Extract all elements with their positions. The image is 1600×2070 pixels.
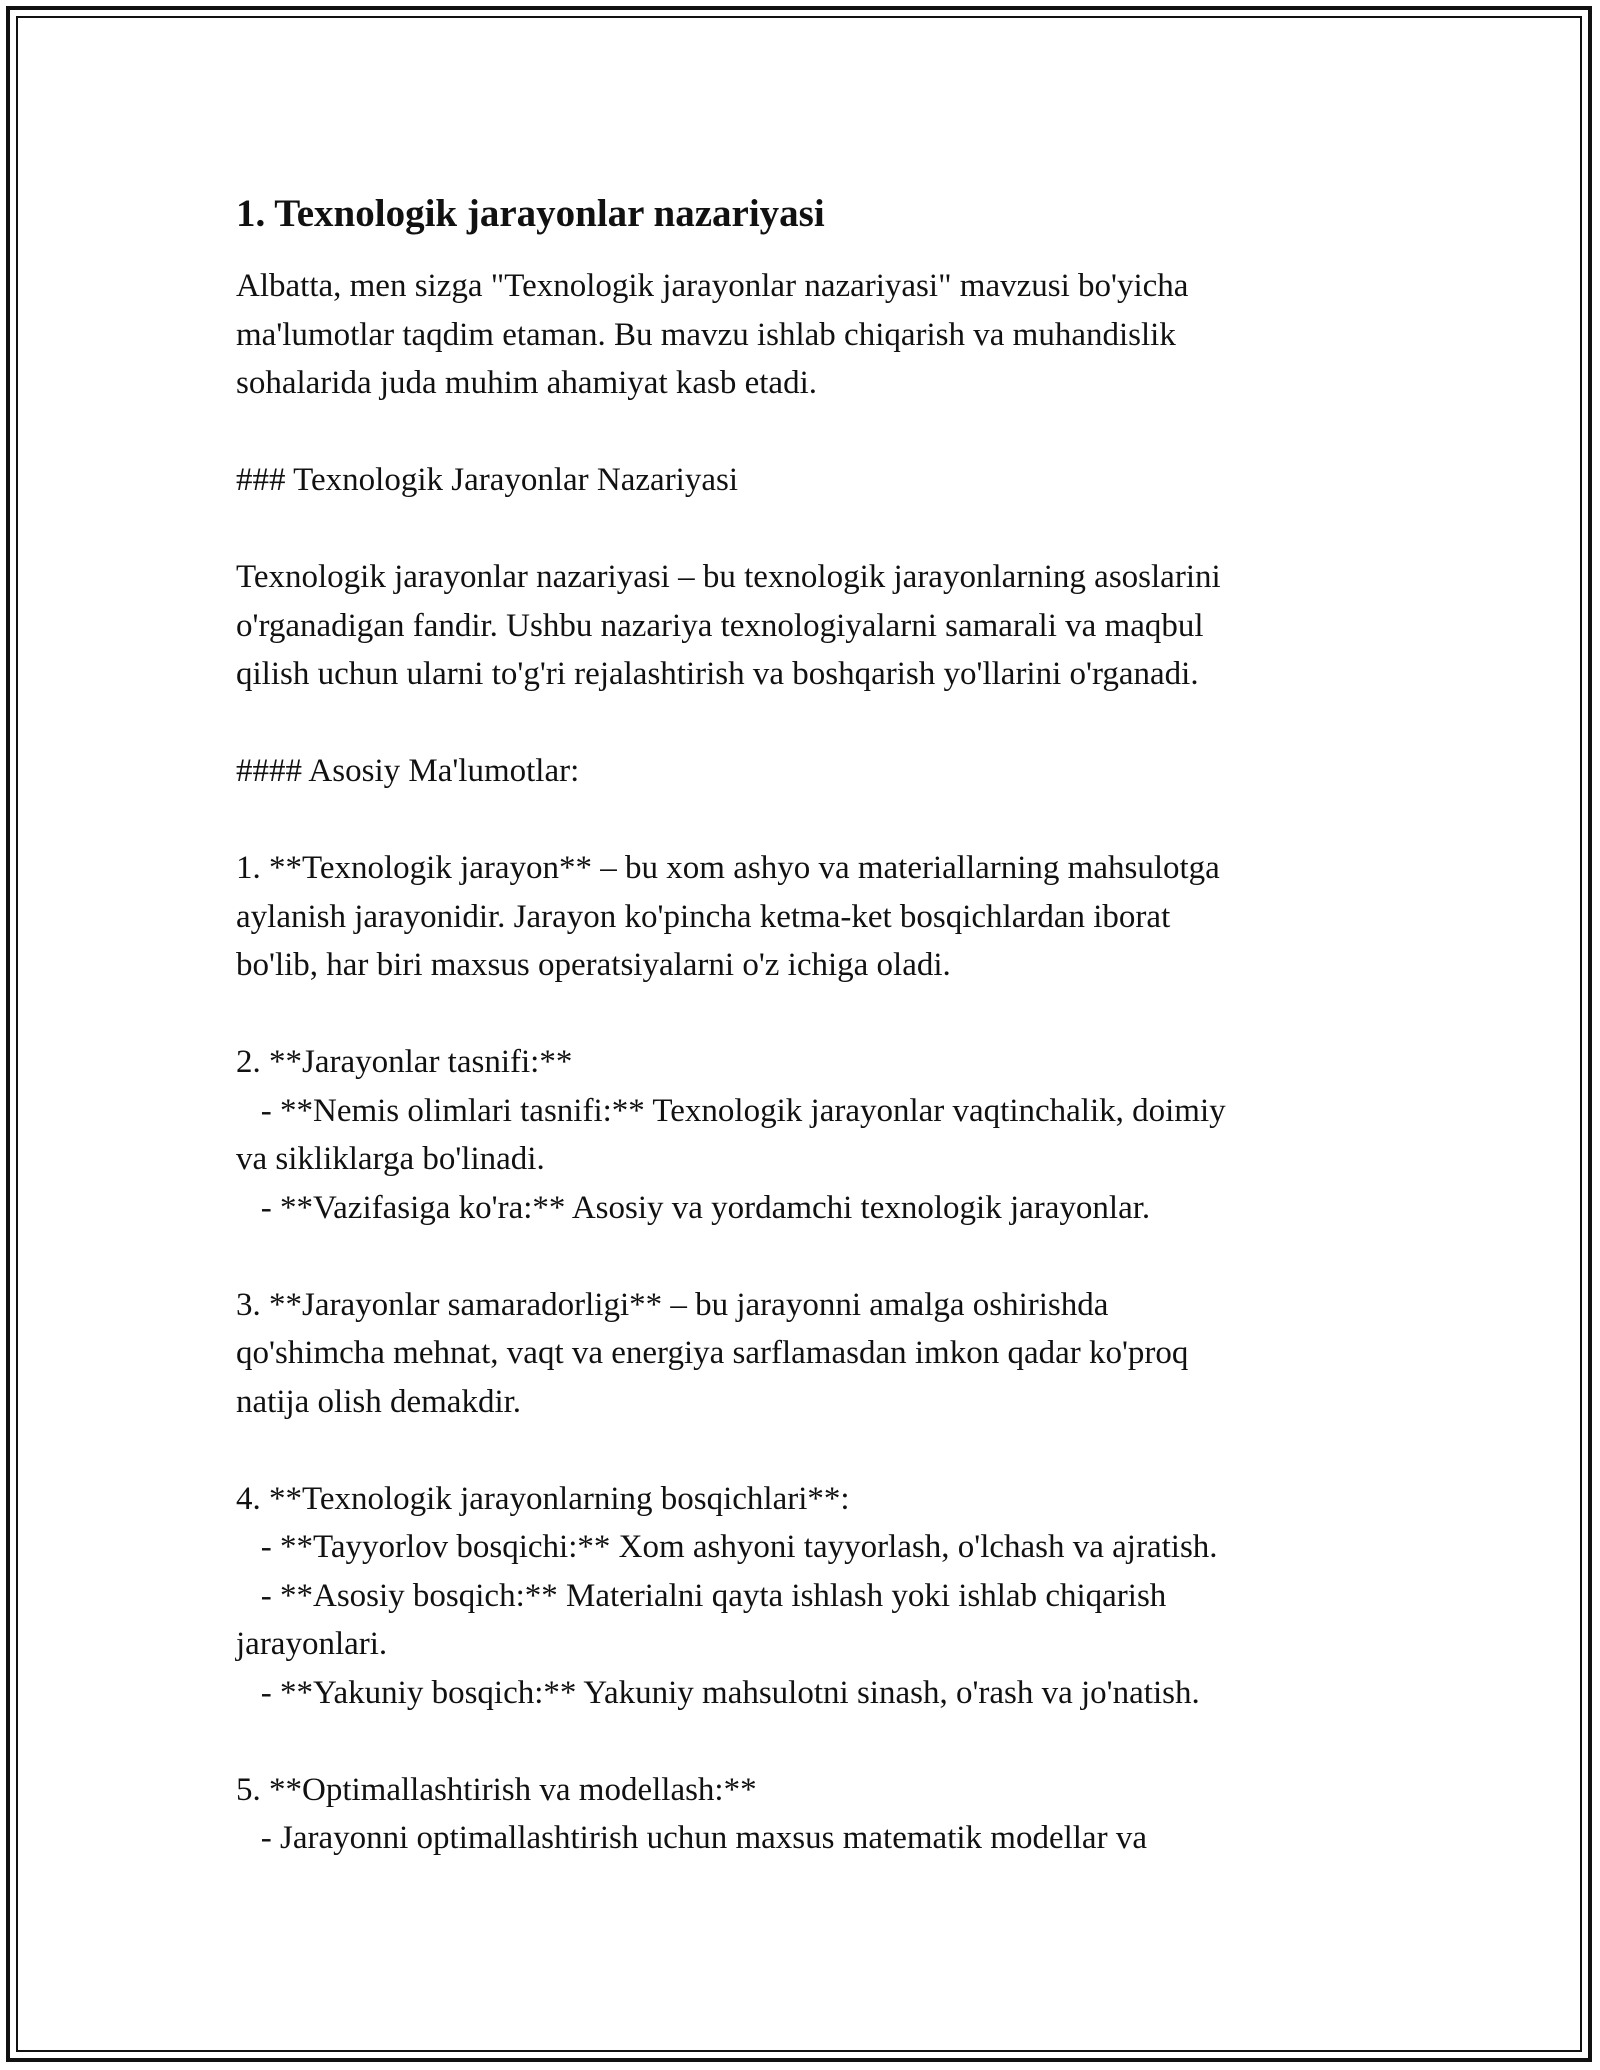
blank-line bbox=[236, 796, 1396, 845]
sub-list-item-line: - **Nemis olimlari tasnifi:** Texnologik jarayonlar vaqtinchalik, doimiy bbox=[236, 1092, 1226, 1129]
text-line: bo'lib, har biri maxsus operatsiyalarni o'z ichiga oladi. bbox=[236, 947, 951, 983]
text-line: Texnologik jarayonlar nazariyasi – bu texnologik jarayonlarning asoslarini bbox=[236, 559, 1221, 595]
text-line: Albatta, men sizga "Texnologik jarayonlar nazariyasi" mavzusi bo'yicha bbox=[236, 268, 1189, 304]
blank-line bbox=[236, 1426, 1396, 1475]
sub-list-item-line: - Jarayonni optimallashtirish uchun maxsus matematik modellar va bbox=[236, 1820, 1147, 1856]
text-line: qilish uchun ularni to'g'ri rejalashtirish va boshqarish yo'llarini o'rganadi. bbox=[236, 656, 1199, 692]
sub-list-item-line: - **Asosiy bosqich:** Materialni qayta ishlash yoki ishlab chiqarish bbox=[236, 1577, 1167, 1614]
sub-list-item-line: - **Yakuniy bosqich:** Yakuniy mahsulotni sinash, o'rash va jo'natish. bbox=[236, 1674, 1200, 1711]
text-line: natija olish demakdir. bbox=[236, 1383, 522, 1420]
blank-line bbox=[236, 990, 1396, 1039]
text-line: sohalarida juda muhim ahamiyat kasb etadi. bbox=[236, 365, 817, 401]
blank-line bbox=[236, 1232, 1396, 1281]
section-heading-line: ### Texnologik Jarayonlar Nazariyasi bbox=[236, 462, 739, 498]
text-line: ma'lumotlar taqdim etaman. Bu mavzu ishlab chiqarish va muhandislik bbox=[236, 316, 1176, 353]
text-line: va sikliklarga bo'linadi. bbox=[236, 1141, 545, 1177]
list-item-line: 5. **Optimallashtirish va modellash:** bbox=[236, 1771, 757, 1808]
sub-list-item-line: - **Tayyorlov bosqichi:** Xom ashyoni tayyorlash, o'lchash va ajratish. bbox=[236, 1529, 1218, 1565]
blank-line bbox=[236, 505, 1396, 554]
subsection-heading-line: #### Asosiy Ma'lumotlar: bbox=[236, 753, 580, 789]
text-line: aylanish jarayonidir. Jarayon ko'pincha ketma-ket bosqichlardan iborat bbox=[236, 898, 1171, 935]
text-line: jarayonlari. bbox=[236, 1626, 388, 1662]
document-body bbox=[236, 186, 1396, 1863]
document-text bbox=[236, 262, 1396, 1863]
text-line: o'rganadigan fandir. Ushbu nazariya texnologiyalarni samarali va maqbul bbox=[236, 607, 1204, 644]
list-item-line: 4. **Texnologik jarayonlarning bosqichlari**: bbox=[236, 1480, 850, 1517]
list-item-line: 3. **Jarayonlar samaradorligi** – bu jarayonni amalga oshirishda bbox=[236, 1286, 1109, 1323]
blank-line bbox=[236, 1717, 1396, 1766]
blank-line bbox=[236, 699, 1396, 748]
document-title: 1. Texnologik jarayonlar nazariyasi bbox=[236, 192, 825, 235]
text-line: qo'shimcha mehnat, vaqt va energiya sarflamasdan imkon qadar ko'proq bbox=[236, 1335, 1189, 1371]
list-item-line: 1. **Texnologik jarayon** – bu xom ashyo va materiallarning mahsulotga bbox=[236, 850, 1220, 886]
blank-line bbox=[236, 408, 1396, 457]
list-item-line: 2. **Jarayonlar tasnifi:** bbox=[236, 1044, 573, 1080]
sub-list-item-line: - **Vazifasiga ko'ra:** Asosiy va yordamchi texnologik jarayonlar. bbox=[236, 1189, 1151, 1226]
